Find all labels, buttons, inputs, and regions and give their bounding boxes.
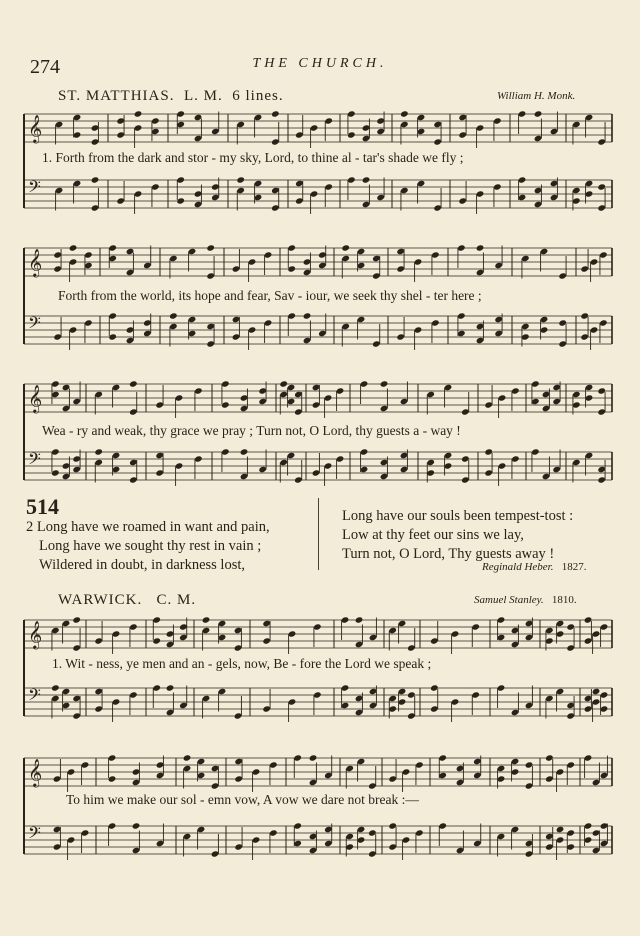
tune-meter-note: 6 lines. [232,88,284,104]
note-head [51,684,60,691]
note-head [169,312,178,319]
note-head [271,110,280,117]
bass-clef-icon: 𝄢 [28,176,41,201]
author-name: Reginald Heber. [482,561,554,573]
composer-year: 1810. [551,594,577,606]
note-head [556,826,565,833]
note-head [309,754,318,761]
bass-clef-icon: 𝄢 [28,822,41,847]
tune-name: ST. MATTHIAS. [58,88,175,104]
hymn-author [482,561,586,573]
note-head [400,110,409,117]
lyric-line-5: To him we make our sol - emn vow, A vow we dare not break :— [66,792,419,807]
note-head [206,244,215,251]
note-head [132,822,141,829]
note-head [303,312,312,319]
composer-name: Samuel Stanley. [474,594,544,606]
composer-stanley [474,594,577,606]
treble-clef-icon: 𝄞 [28,248,43,277]
bass-clef-icon: 𝄢 [28,312,41,337]
author-year: 1827. [561,561,587,573]
hymn-number: 514 [26,494,59,519]
bass-clef-icon: 𝄢 [28,684,41,709]
note-head [279,380,288,387]
treble-clef-icon: 𝄞 [28,758,43,787]
column-divider [318,498,319,570]
verse-left [26,518,270,575]
note-head [72,616,81,623]
tune-meter: C. M. [156,592,197,608]
note-head [592,688,601,695]
note-head [134,110,143,117]
verse-right [342,507,573,564]
bass-clef-icon: 𝄢 [28,448,41,473]
lyric-line-2: Forth from the world, its hope and fear, Sav - iour, we seek thy shel - ter here ; [58,288,482,303]
note-head [129,380,138,387]
note-head [202,616,211,623]
note-head [534,110,543,117]
lyric-line-4: 1. Wit - ness, ye men and an - gels, now, Be - fore the Lord we speak ; [52,656,432,671]
note-head [380,380,389,387]
tune-meter: L. M. [183,88,223,104]
note-head [183,754,192,761]
tune-title-warwick [58,592,196,609]
note-head [236,176,245,183]
note-head [341,244,350,251]
lyric-line-3: Wea - ry and weak, thy grace we pray ; Turn not, O Lord, thy guests a - way ! [42,423,461,438]
note-head [240,448,249,455]
lyric-line-1: 1. Forth from the dark and stor - my sky, Lord, to thine al - tar's shade we fly ; [42,150,464,165]
treble-clef-icon: 𝄞 [28,620,43,649]
verse-line: Long have our souls been tempest-tost : [342,508,574,524]
note-head [94,448,103,455]
running-head: THE CHURCH. [252,56,388,71]
tune-name: WARWICK. [58,592,143,608]
note-head [166,684,175,691]
verse-line: Low at thy feet our sins we lay, [342,527,524,543]
note-head [69,244,78,251]
verse-line: Long have we sought thy rest in vain ; [39,538,262,554]
treble-clef-icon: 𝄞 [28,114,43,143]
note-head [355,616,364,623]
treble-clef-icon: 𝄞 [28,384,43,413]
page-number: 274 [30,56,60,78]
note-head [362,176,371,183]
note-head [91,176,100,183]
verse-line: 2 Long have we roamed in want and pain, [26,519,270,535]
note-head [476,244,485,251]
verse-line: Turn not, O Lord, Thy guests away ! [342,546,555,562]
verse-line: Wildered in doubt, in darkness lost, [39,557,246,573]
composer-monk: William H. Monk. [497,90,576,102]
